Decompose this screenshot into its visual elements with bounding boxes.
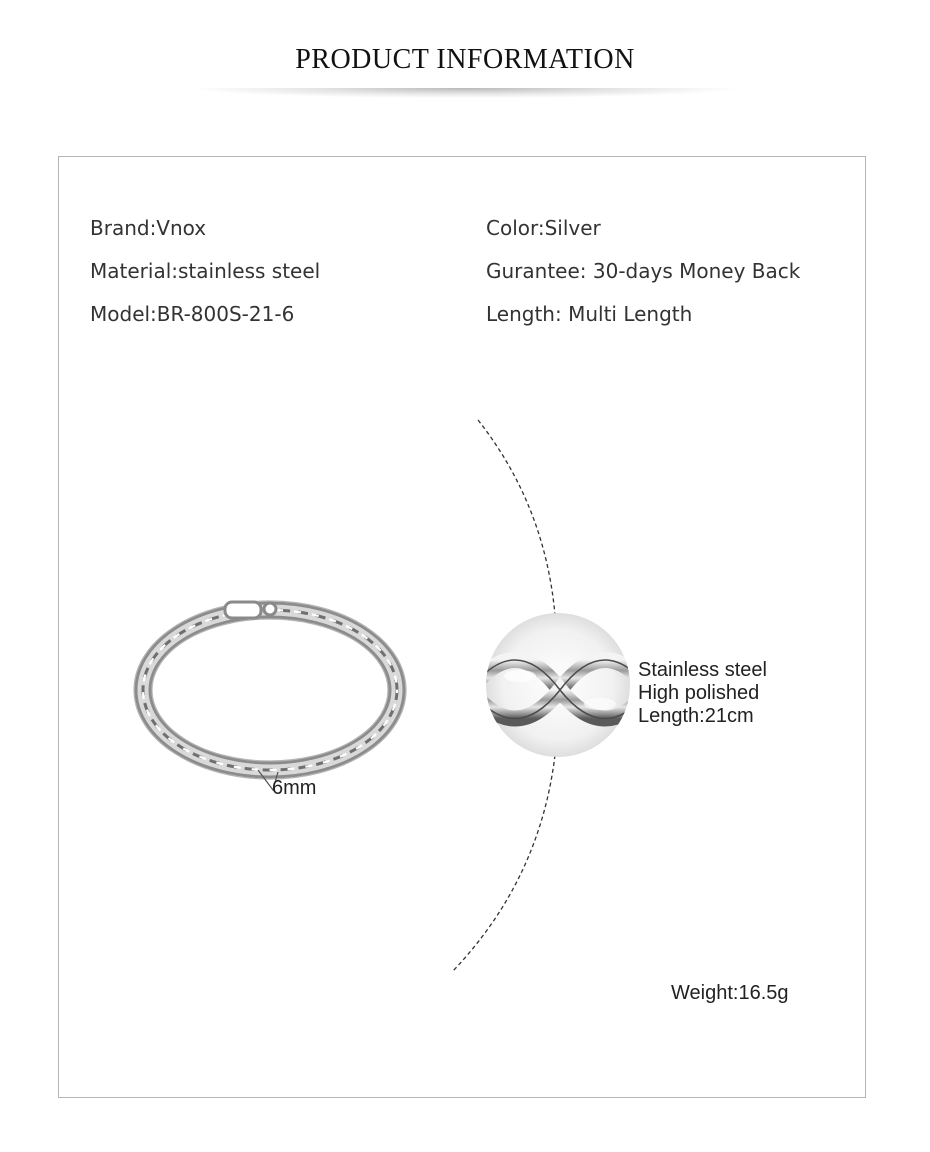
dashed-arc-bottom bbox=[452, 755, 555, 972]
detail-finish: High polished bbox=[638, 682, 760, 704]
spec-color: Color:Silver bbox=[486, 216, 601, 240]
weight-label: Weight:16.5g bbox=[671, 982, 789, 1004]
spec-material: Material:stainless steel bbox=[90, 259, 321, 283]
spec-guarantee: Gurantee: 30-days Money Back bbox=[486, 259, 801, 283]
bracelet-chain bbox=[134, 601, 406, 779]
spec-model: Model:BR-800S-21-6 bbox=[90, 302, 295, 326]
dashed-arc-top bbox=[478, 420, 555, 615]
page-title: PRODUCT INFORMATION bbox=[295, 44, 635, 75]
bracelet-width-label: 6mm bbox=[272, 777, 317, 799]
spec-brand: Brand:Vnox bbox=[90, 216, 207, 240]
spec-length: Length: Multi Length bbox=[486, 302, 693, 326]
bracelet-clasp bbox=[225, 602, 276, 618]
detail-material: Stainless steel bbox=[638, 659, 767, 681]
detail-length: Length:21cm bbox=[638, 705, 754, 727]
